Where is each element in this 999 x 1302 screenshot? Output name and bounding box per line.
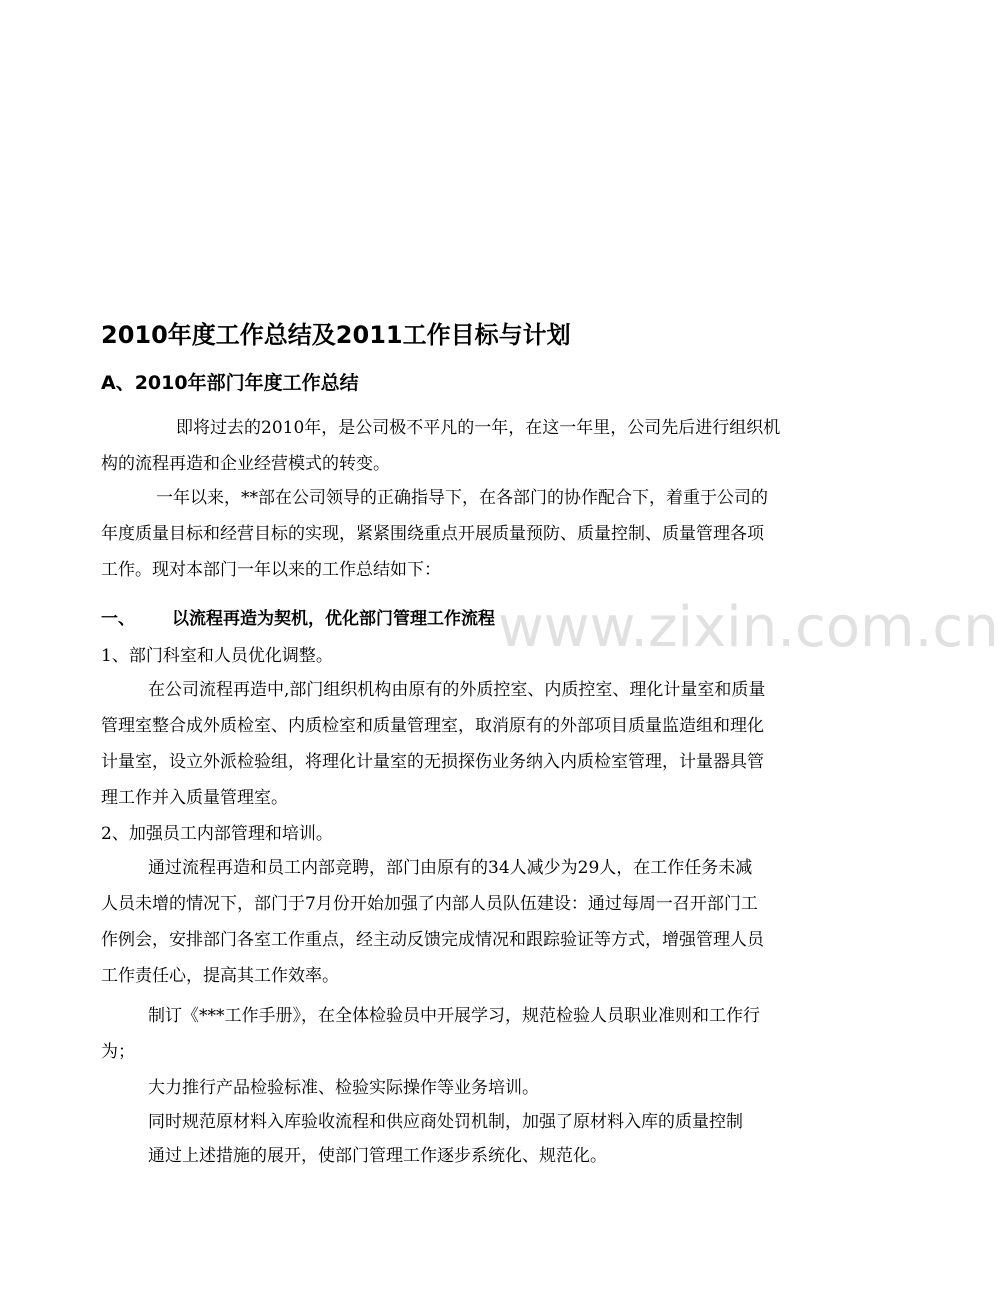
document-title: 2010年度工作总结及2011工作目标与计划 (101, 321, 571, 349)
item-2-line-5: 制订《***工作手册》，在全体检验员中开展学习，规范检验人员职业准则和工作行 (148, 1006, 760, 1026)
item-1-line-3: 计量室，设立外派检验组，将理化计量室的无损探伤业务纳入内质检室管理，计量器具管 (101, 752, 764, 772)
item-2-line-9: 通过上述措施的展开，使部门管理工作逐步系统化、规范化。 (148, 1146, 607, 1166)
item-1-line-1: 在公司流程再造中,部门组织机构由原有的外质控室、内质控室、理化计量室和质量 (148, 680, 766, 700)
intro-line-5: 工作。现对本部门一年以来的工作总结如下： (101, 560, 441, 580)
item-2-line-7: 大力推行产品检验标准、检验实际操作等业务培训。 (148, 1078, 539, 1098)
item-2-line-4: 工作责任心，提高其工作效率。 (101, 966, 339, 986)
item-2-line-1: 通过流程再造和员工内部竞聘，部门由原有的34人减少为29人，在工作任务未减 (148, 858, 753, 878)
intro-line-3: 一年以来，**部在公司领导的正确指导下，在各部门的协作配合下，着重于公司的 (156, 488, 768, 508)
intro-line-2: 构的流程再造和企业经营模式的转变。 (101, 454, 390, 474)
item-1-title: 1、部门科室和人员优化调整。 (101, 646, 333, 666)
watermark: www.zixin.com.cn (498, 595, 999, 660)
item-2-line-3: 作例会，安排部门各室工作重点，经主动反馈完成情况和跟踪验证等方式，增强管理人员 (101, 930, 764, 950)
item-2-line-6: 为； (101, 1042, 135, 1062)
item-2-line-2: 人员未增的情况下，部门于7月份开始加强了内部人员队伍建设：通过每周一召开部门工 (101, 894, 758, 914)
intro-line-4: 年度质量目标和经营目标的实现，紧紧围绕重点开展质量预防、质量控制、质量管理各项 (101, 524, 764, 544)
heading-1-number: 一、 (101, 609, 135, 629)
item-2-title: 2、加强员工内部管理和培训。 (101, 824, 333, 844)
item-2-line-8: 同时规范原材料入库验收流程和供应商处罚机制，加强了原材料入库的质量控制 (148, 1112, 743, 1132)
heading-1-text: 以流程再造为契机，优化部门管理工作流程 (172, 609, 495, 629)
item-1-line-4: 理工作并入质量管理室。 (101, 788, 288, 808)
section-a-heading: A、2010年部门年度工作总结 (101, 372, 359, 394)
item-1-line-2: 管理室整合成外质检室、内质检室和质量管理室，取消原有的外部项目质量监造组和理化 (101, 716, 764, 736)
intro-line-1: 即将过去的2010年，是公司极不平凡的一年，在这一年里，公司先后进行组织机 (176, 418, 781, 438)
